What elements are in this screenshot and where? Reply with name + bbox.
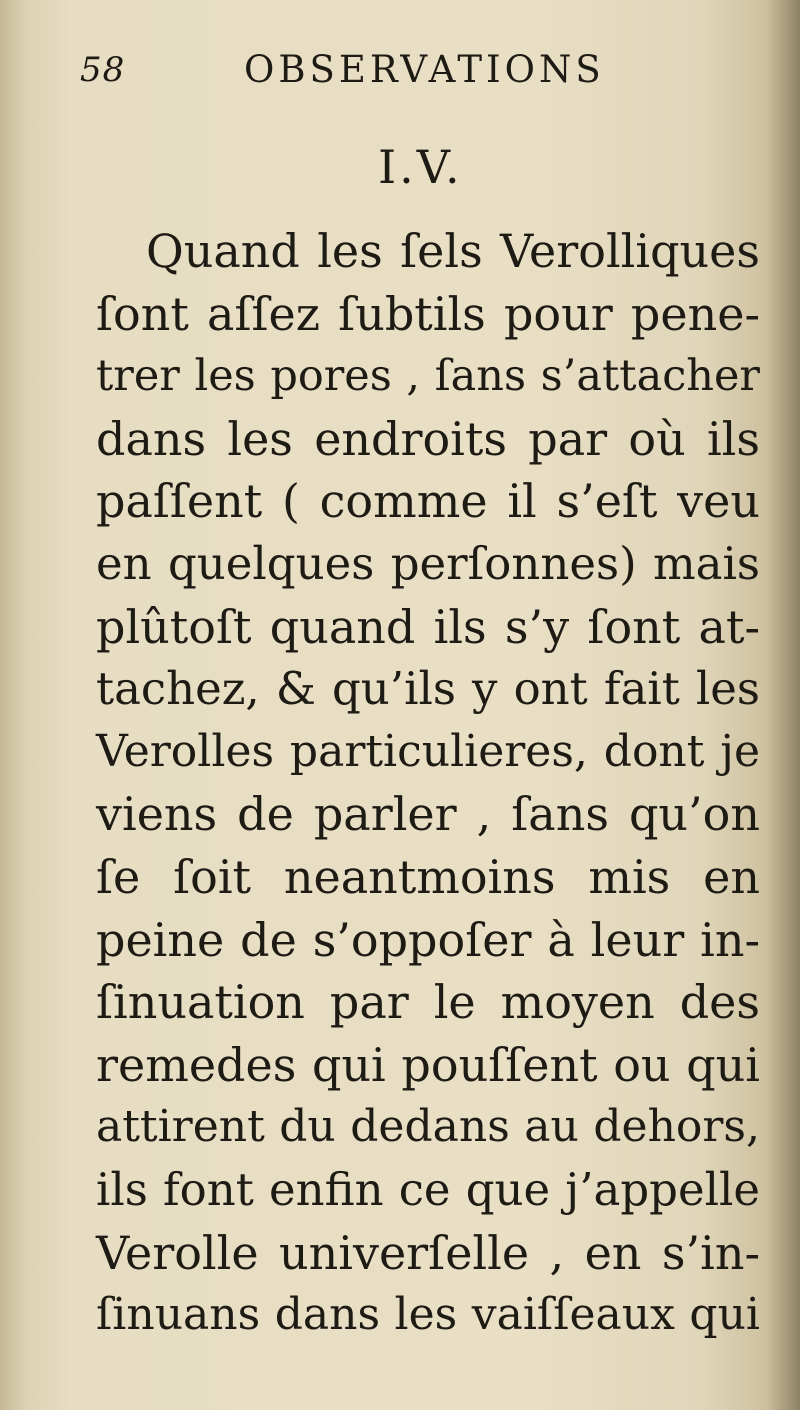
text-line: Verolles particulieres, dont je [96,725,760,777]
text-line: ſinuation par le moyen des [96,975,760,1030]
text-line: Verolle univerſelle , en s’in- [96,1225,760,1280]
text-line: Quand les ſels Verolliques [146,224,760,278]
text-line: ſe ſoit neantmoins mis en [96,849,760,904]
text-line: viens de parler , ſans qu’on [96,787,760,842]
text-line: plûtoſt quand ils s’y ſont at- [96,599,760,654]
text-line: ſont aſſez ſubtils pour pene- [96,286,760,341]
text-line: ſinuans dans les vaiſſeaux qui [96,1289,760,1341]
running-title: OBSERVATIONS [244,48,605,91]
text-line: attirent du dedans au dehors, [96,1101,760,1153]
text-line: peine de s’oppoſer à leur in- [96,912,760,967]
page-gutter-shadow [766,0,800,1410]
text-line: paſſent ( comme il s’eſt veu [96,474,760,529]
text-line: remedes qui pouſſent ou qui [96,1037,760,1092]
text-line: tachez, & qu’ils y ont fait les [96,662,760,716]
text-line: trer les pores , ſans s’attacher [96,351,760,402]
page-number: 58 [80,50,126,90]
text-line: ils font enfin ce que j’appelle [96,1162,760,1216]
body-paragraph [96,220,760,1347]
text-line: en quelques perſonnes) mais [96,536,760,590]
section-number: I.V. [378,140,463,194]
text-line: dans les endroits par où ils [96,411,760,466]
